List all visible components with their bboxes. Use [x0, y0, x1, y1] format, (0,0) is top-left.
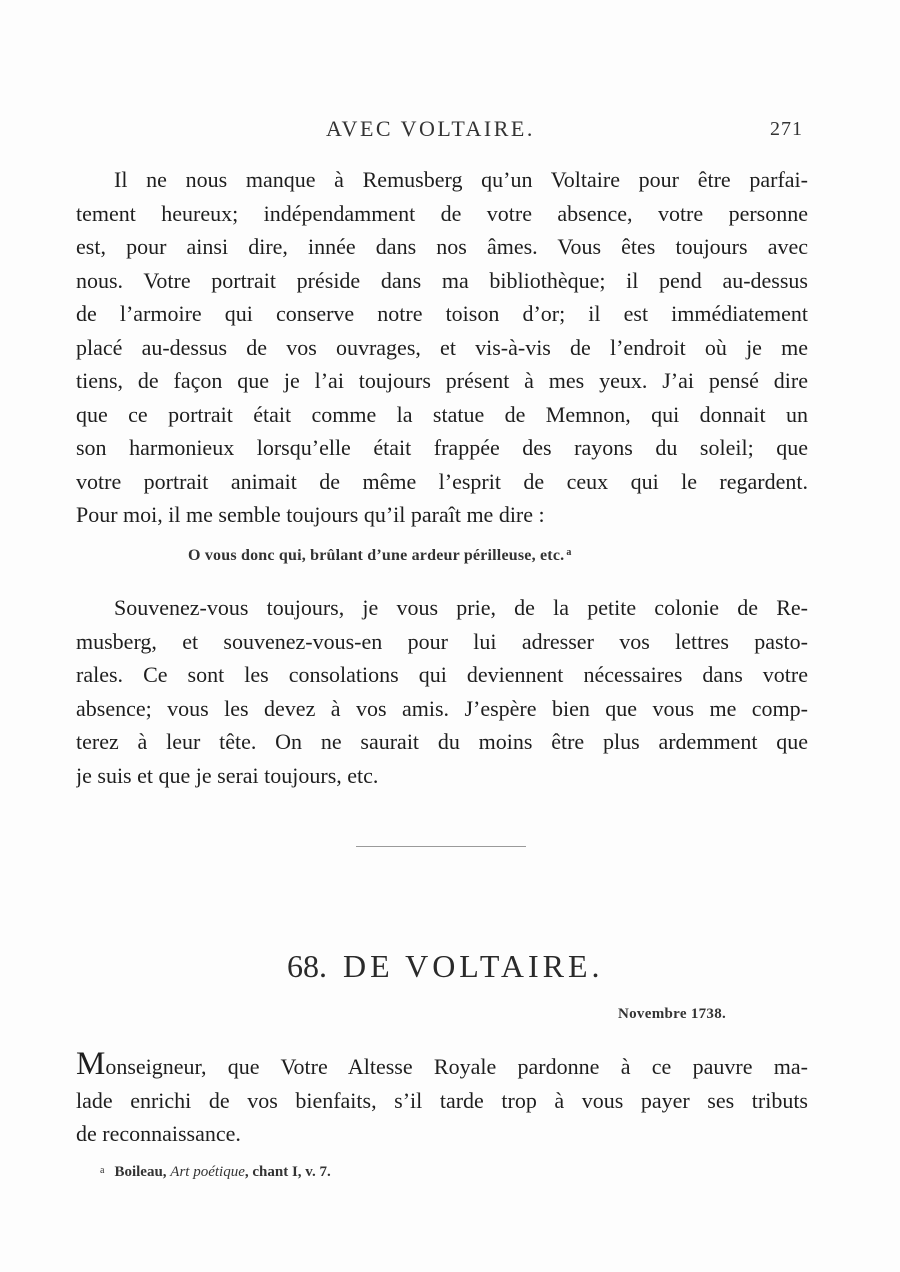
letter-date: Novembre 1738.: [618, 1006, 727, 1022]
text-line: [76, 1050, 808, 1084]
footnote-work-title: Art poétique: [170, 1164, 245, 1180]
footnote-marker: a: [100, 1165, 105, 1176]
text-line: son harmonieux lorsqu’elle était frappée des rayons du soleil; que: [76, 435, 808, 460]
text-line: de l’armoire qui conserve notre toison d’or; il est immédiatement: [76, 301, 808, 326]
letter-heading: [287, 948, 604, 985]
running-head-title: AVEC VOLTAIRE.: [326, 116, 535, 141]
text-line: Il ne nous manque à Remusberg qu’un Voltaire pour être parfai-: [114, 167, 808, 192]
text-line: je suis et que je serai toujours, etc.: [76, 762, 379, 788]
footnote-author: Boileau,: [114, 1164, 167, 1180]
text-line: votre portrait animait de même l’esprit de ceux qui le regardent.: [76, 468, 808, 494]
text-line: que ce portrait était comme la statue de Memnon, qui donnait un: [76, 401, 808, 427]
text-line: tement heureux; indépendamment de votre absence, votre personne: [76, 200, 808, 226]
text-line: de reconnaissance.: [76, 1121, 241, 1146]
text-line: rales. Ce sont les consolations qui deviennent nécessaires dans votre: [76, 662, 808, 687]
text-line: Pour moi, il me semble toujours qu’il paraît me dire :: [76, 502, 545, 527]
letter-title: DE VOLTAIRE.: [343, 948, 604, 984]
footnote-reference: a: [566, 547, 572, 558]
text-line: est, pour ainsi dire, innée dans nos âmes. Vous êtes toujours avec: [76, 234, 808, 259]
paragraph-2: [76, 591, 808, 792]
text-line: placé au-dessus de vos ouvrages, et vis-à-vis de l’endroit où je me: [76, 334, 808, 360]
footnote-reference-text: , chant I, v. 7.: [244, 1164, 331, 1180]
text-line-content: onseigneur, que Votre Altesse Royale pardonne à ce pauvre ma-: [105, 1054, 808, 1079]
paragraph-1: [76, 163, 808, 532]
section-divider: [356, 846, 526, 847]
drop-capital: M: [76, 1050, 106, 1082]
text-line: absence; vous les devez à vos amis. J’espère bien que vous me comp-: [76, 695, 808, 721]
text-line: lade enrichi de vos bienfaits, s’il tarde trop à vous payer ses tributs: [76, 1087, 808, 1113]
page-number: 271: [770, 118, 803, 140]
letter-number: 68.: [287, 948, 327, 984]
text-line: Souvenez-vous toujours, je vous prie, de la petite colonie de Re-: [114, 595, 808, 620]
text-line: tiens, de façon que je l’ai toujours présent à mes yeux. J’ai pensé dire: [76, 368, 808, 393]
quotation-text: O vous donc qui, brûlant d’une ardeur périlleuse, etc.: [188, 547, 565, 564]
letter-body: [76, 1050, 808, 1151]
footnote: [100, 1164, 331, 1181]
text-line: musberg, et souvenez-vous-en pour lui adresser vos lettres pasto-: [76, 628, 808, 654]
text-line: terez à leur tête. On ne saurait du moins être plus ardemment que: [76, 729, 808, 754]
text-line: nous. Votre portrait préside dans ma bibliothèque; il pend au-dessus: [76, 267, 808, 293]
verse-quotation: [188, 547, 572, 565]
